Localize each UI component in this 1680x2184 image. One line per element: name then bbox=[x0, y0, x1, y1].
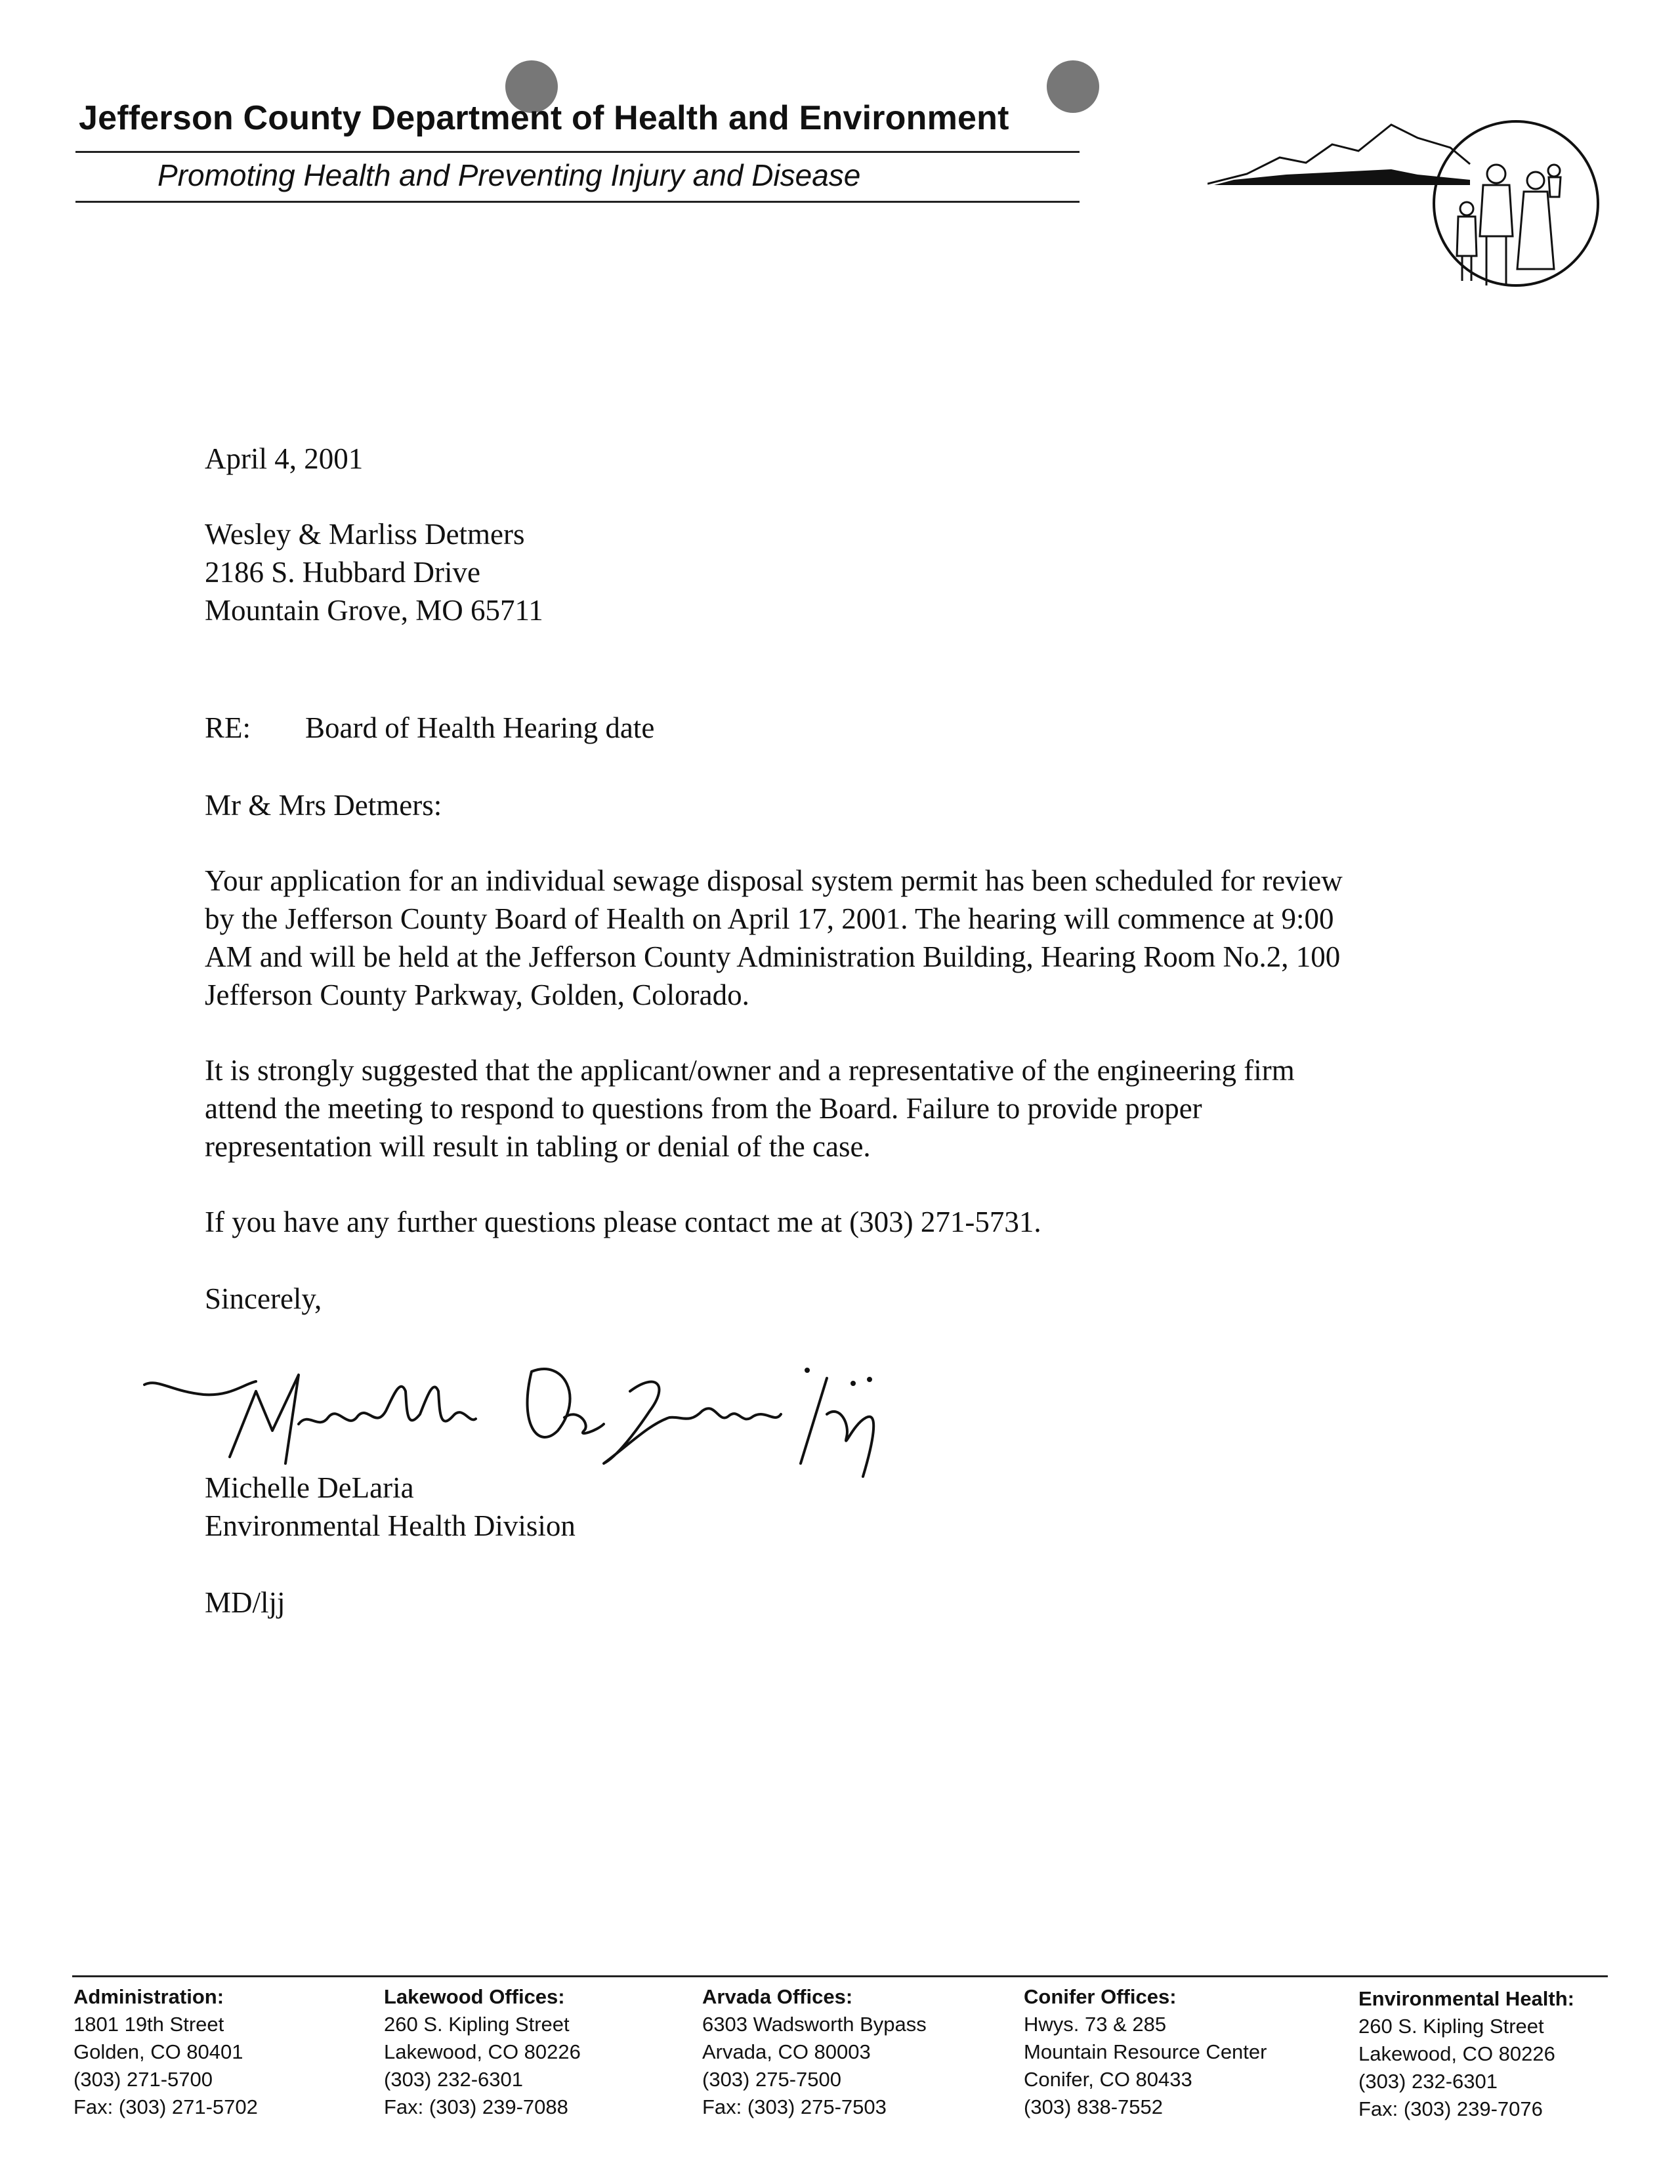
footer-line: Conifer, CO 80433 bbox=[1024, 2068, 1192, 2091]
organization-tagline: Promoting Health and Preventing Injury and Disease bbox=[158, 158, 861, 192]
footer-line: 6303 Wadsworth Bypass bbox=[702, 2013, 927, 2036]
footer-office-conifer bbox=[1024, 1983, 1267, 2121]
footer-line: Hwys. 73 & 285 bbox=[1024, 2013, 1167, 2036]
footer-office-administration bbox=[74, 1983, 258, 2121]
footer-line: 1801 19th Street bbox=[74, 2013, 224, 2036]
punch-hole-right bbox=[1047, 60, 1099, 113]
reference-initials: MD/ljj bbox=[205, 1586, 285, 1619]
letterhead-rule-bottom bbox=[75, 201, 1080, 203]
footer-office-lakewood bbox=[384, 1983, 581, 2121]
footer-heading: Administration: bbox=[74, 1985, 224, 2008]
footer-line: Golden, CO 80401 bbox=[74, 2040, 243, 2063]
paragraph2-line: attend the meeting to respond to questions from the Board. Failure to provide proper bbox=[205, 1092, 1202, 1125]
paragraph2-line: It is strongly suggested that the applicant/owner and a representative of the engineering firm bbox=[205, 1054, 1295, 1087]
footer-line: (303) 232-6301 bbox=[1358, 2070, 1498, 2093]
recipient-name: Wesley & Marliss Detmers bbox=[205, 518, 525, 551]
signer-name: Michelle DeLaria bbox=[205, 1471, 414, 1504]
footer-line: Lakewood, CO 80226 bbox=[1358, 2042, 1555, 2065]
footer-office-arvada bbox=[702, 1983, 927, 2121]
footer-heading: Environmental Health: bbox=[1358, 1987, 1574, 2010]
re-label: RE: bbox=[205, 711, 251, 744]
letter-date: April 4, 2001 bbox=[205, 442, 364, 475]
paragraph1-line: AM and will be held at the Jefferson County Administration Building, Hearing Room No.2, 100 bbox=[205, 940, 1341, 973]
paragraph1-line: by the Jefferson County Board of Health on April 17, 2001. The hearing will commence at 9:00 bbox=[205, 902, 1334, 935]
footer-line: (303) 275-7500 bbox=[702, 2068, 841, 2091]
footer-line: (303) 838-7552 bbox=[1024, 2095, 1163, 2118]
footer-line: 260 S. Kipling Street bbox=[384, 2013, 570, 2036]
footer-heading: Lakewood Offices: bbox=[384, 1985, 565, 2008]
footer-office-environmental-health bbox=[1358, 1985, 1574, 2123]
footer-heading: Conifer Offices: bbox=[1024, 1985, 1177, 2008]
footer-line: Fax: (303) 239-7088 bbox=[384, 2095, 568, 2118]
footer-line: Arvada, CO 80003 bbox=[702, 2040, 871, 2063]
paragraph3: If you have any further questions please contact me at (303) 271-5731. bbox=[205, 1206, 1041, 1238]
footer-rule bbox=[72, 1975, 1608, 1977]
paragraph1-line: Your application for an individual sewage disposal system permit has been scheduled for review bbox=[205, 864, 1343, 897]
footer-line: 260 S. Kipling Street bbox=[1358, 2015, 1544, 2038]
footer-line: Lakewood, CO 80226 bbox=[384, 2040, 581, 2063]
footer-line: Mountain Resource Center bbox=[1024, 2040, 1267, 2063]
organization-name: Jefferson County Department of Health and Environment bbox=[79, 99, 1009, 137]
letterhead-rule-top bbox=[75, 151, 1080, 153]
recipient-city: Mountain Grove, MO 65711 bbox=[205, 594, 543, 627]
closing: Sincerely, bbox=[205, 1282, 322, 1315]
mountain-family-logo bbox=[1208, 112, 1634, 308]
re-subject: Board of Health Hearing date bbox=[305, 711, 655, 744]
footer-line: (303) 271-5700 bbox=[74, 2068, 213, 2091]
footer-line: (303) 232-6301 bbox=[384, 2068, 523, 2091]
paragraph1-line: Jefferson County Parkway, Golden, Colorado. bbox=[205, 978, 749, 1011]
signer-division: Environmental Health Division bbox=[205, 1509, 576, 1542]
footer-heading: Arvada Offices: bbox=[702, 1985, 853, 2008]
footer-line: Fax: (303) 271-5702 bbox=[74, 2095, 258, 2118]
footer-line: Fax: (303) 239-7076 bbox=[1358, 2097, 1543, 2120]
salutation: Mr & Mrs Detmers: bbox=[205, 789, 442, 822]
recipient-street: 2186 S. Hubbard Drive bbox=[205, 556, 480, 589]
footer-line: Fax: (303) 275-7503 bbox=[702, 2095, 887, 2118]
paragraph2-line: representation will result in tabling or denial of the case. bbox=[205, 1130, 871, 1163]
handwritten-signature bbox=[131, 1332, 1050, 1490]
